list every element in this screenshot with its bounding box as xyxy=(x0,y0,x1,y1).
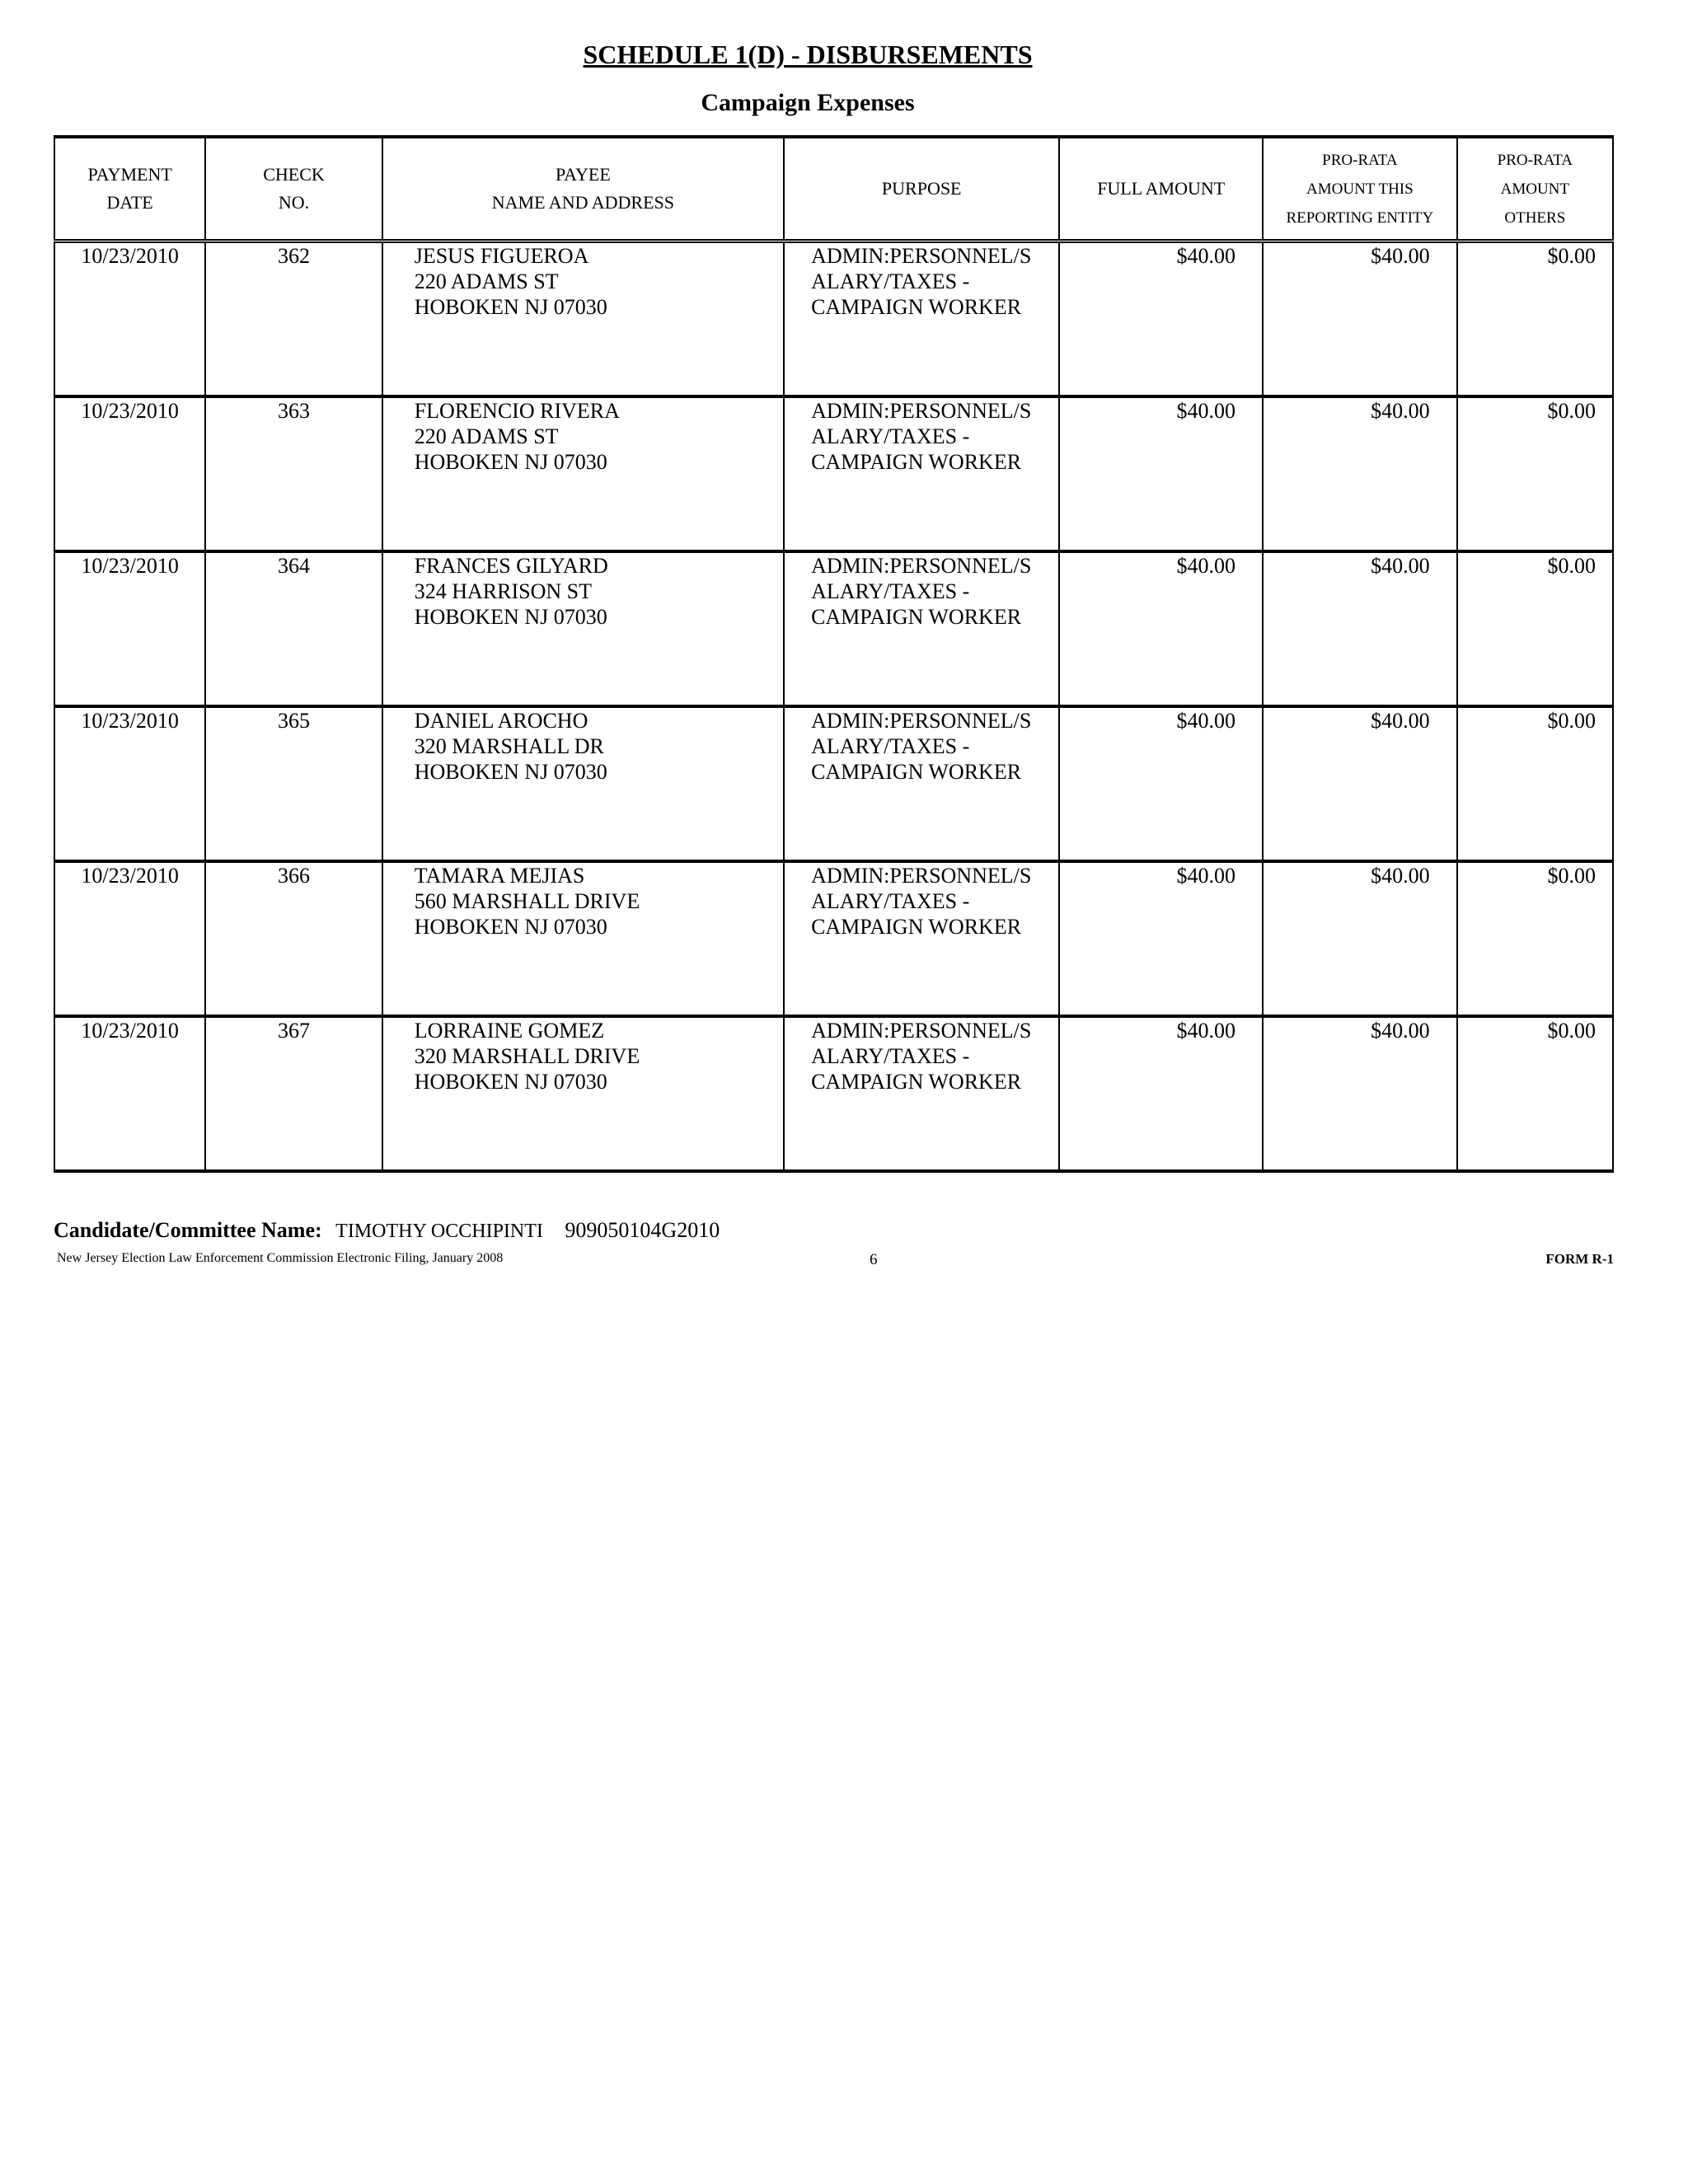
payee-cell xyxy=(382,861,784,1016)
check-number: 366 xyxy=(205,861,382,1016)
payee-name: JESUS FIGUEROA xyxy=(414,244,589,268)
col-header-check-no: CHECK NO. xyxy=(205,137,382,241)
table-row xyxy=(54,861,1613,1016)
schedule-title: SCHEDULE 1(D) - DISBURSEMENTS xyxy=(583,40,1033,69)
payment-date: 10/23/2010 xyxy=(54,241,205,396)
payment-date: 10/23/2010 xyxy=(54,706,205,861)
table-header-row xyxy=(54,137,1613,241)
payee-cell xyxy=(382,551,784,706)
prorata-others-amount: $0.00 xyxy=(1457,706,1613,861)
payee-cell xyxy=(382,396,784,551)
purpose-cell: ADMIN:PERSONNEL/S ALARY/TAXES - CAMPAIGN WORKER xyxy=(784,861,1059,1016)
form-id: FORM R-1 xyxy=(1545,1251,1614,1267)
candidate-name: TIMOTHY OCCHIPINTI xyxy=(335,1221,543,1242)
schedule-subtitle: Campaign Expenses xyxy=(701,89,915,116)
purpose-cell: ADMIN:PERSONNEL/S ALARY/TAXES - CAMPAIGN WORKER xyxy=(784,396,1059,551)
payee-cell xyxy=(382,1016,784,1171)
check-number: 362 xyxy=(205,241,382,396)
candidate-committee-line xyxy=(54,1218,720,1243)
prorata-this-amount: $40.00 xyxy=(1263,861,1457,1016)
payee-cell xyxy=(382,241,784,396)
check-number: 365 xyxy=(205,706,382,861)
table-row xyxy=(54,241,1613,396)
payee-city: HOBOKEN NJ 07030 xyxy=(414,295,607,319)
payee-street: 220 ADAMS ST xyxy=(414,269,559,293)
page-footer xyxy=(54,1251,1614,1271)
table-row xyxy=(54,551,1613,706)
prorata-this-amount: $40.00 xyxy=(1263,396,1457,551)
payee-city: HOBOKEN NJ 07030 xyxy=(414,449,607,474)
purpose-cell: ADMIN:PERSONNEL/S ALARY/TAXES - CAMPAIGN WORKER xyxy=(784,551,1059,706)
payee-city: HOBOKEN NJ 07030 xyxy=(414,1069,607,1094)
prorata-others-amount: $0.00 xyxy=(1457,1016,1613,1171)
payment-date: 10/23/2010 xyxy=(54,551,205,706)
candidate-id: 909050104G2010 xyxy=(565,1218,720,1242)
check-number: 367 xyxy=(205,1016,382,1171)
prorata-this-amount: $40.00 xyxy=(1263,1016,1457,1171)
full-amount: $40.00 xyxy=(1059,241,1263,396)
full-amount: $40.00 xyxy=(1059,396,1263,551)
purpose-cell: ADMIN:PERSONNEL/S ALARY/TAXES - CAMPAIGN WORKER xyxy=(784,241,1059,396)
full-amount: $40.00 xyxy=(1059,551,1263,706)
page-number: 6 xyxy=(870,1251,878,1268)
table-row xyxy=(54,396,1613,551)
prorata-others-amount: $0.00 xyxy=(1457,551,1613,706)
payee-street: 320 MARSHALL DRIVE xyxy=(414,1043,640,1068)
table-row xyxy=(54,706,1613,861)
check-number: 364 xyxy=(205,551,382,706)
full-amount: $40.00 xyxy=(1059,1016,1263,1171)
table-row xyxy=(54,1016,1613,1171)
prorata-this-amount: $40.00 xyxy=(1263,706,1457,861)
commission-note: New Jersey Election Law Enforcement Commission Electronic Filing, January 2008 xyxy=(57,1251,504,1265)
prorata-this-amount: $40.00 xyxy=(1263,241,1457,396)
col-header-prorata-others: PRO-RATA AMOUNT OTHERS xyxy=(1457,137,1613,241)
col-header-payee: PAYEE NAME AND ADDRESS xyxy=(382,137,784,241)
payee-street: 324 HARRISON ST xyxy=(414,579,592,603)
prorata-others-amount: $0.00 xyxy=(1457,396,1613,551)
purpose-cell: ADMIN:PERSONNEL/S ALARY/TAXES - CAMPAIGN WORKER xyxy=(784,1016,1059,1171)
payee-city: HOBOKEN NJ 07030 xyxy=(414,759,607,784)
payment-date: 10/23/2010 xyxy=(54,396,205,551)
payee-city: HOBOKEN NJ 07030 xyxy=(414,914,607,939)
payee-street: 320 MARSHALL DR xyxy=(414,733,604,758)
col-header-full-amount: FULL AMOUNT xyxy=(1059,137,1263,241)
prorata-others-amount: $0.00 xyxy=(1457,861,1613,1016)
payment-date: 10/23/2010 xyxy=(54,861,205,1016)
payee-name: FRANCES GILYARD xyxy=(414,553,608,578)
prorata-others-amount: $0.00 xyxy=(1457,241,1613,396)
full-amount: $40.00 xyxy=(1059,706,1263,861)
col-header-prorata-this: PRO-RATA AMOUNT THIS REPORTING ENTITY xyxy=(1263,137,1457,241)
payee-city: HOBOKEN NJ 07030 xyxy=(414,604,607,629)
payee-name: FLORENCIO RIVERA xyxy=(414,398,620,423)
payee-name: TAMARA MEJIAS xyxy=(414,863,585,888)
col-header-purpose: PURPOSE xyxy=(784,137,1059,241)
candidate-committee-label: Candidate/Committee Name: xyxy=(54,1218,322,1242)
payee-name: DANIEL AROCHO xyxy=(414,708,588,733)
payment-date: 10/23/2010 xyxy=(54,1016,205,1171)
disbursements-table xyxy=(54,135,1614,1173)
payee-street: 560 MARSHALL DRIVE xyxy=(414,888,640,913)
check-number: 363 xyxy=(205,396,382,551)
col-header-payment-date: PAYMENT DATE xyxy=(54,137,205,241)
purpose-cell: ADMIN:PERSONNEL/S ALARY/TAXES - CAMPAIGN WORKER xyxy=(784,706,1059,861)
payee-street: 220 ADAMS ST xyxy=(414,424,559,448)
prorata-this-amount: $40.00 xyxy=(1263,551,1457,706)
payee-cell xyxy=(382,706,784,861)
payee-name: LORRAINE GOMEZ xyxy=(414,1018,605,1043)
full-amount: $40.00 xyxy=(1059,861,1263,1016)
